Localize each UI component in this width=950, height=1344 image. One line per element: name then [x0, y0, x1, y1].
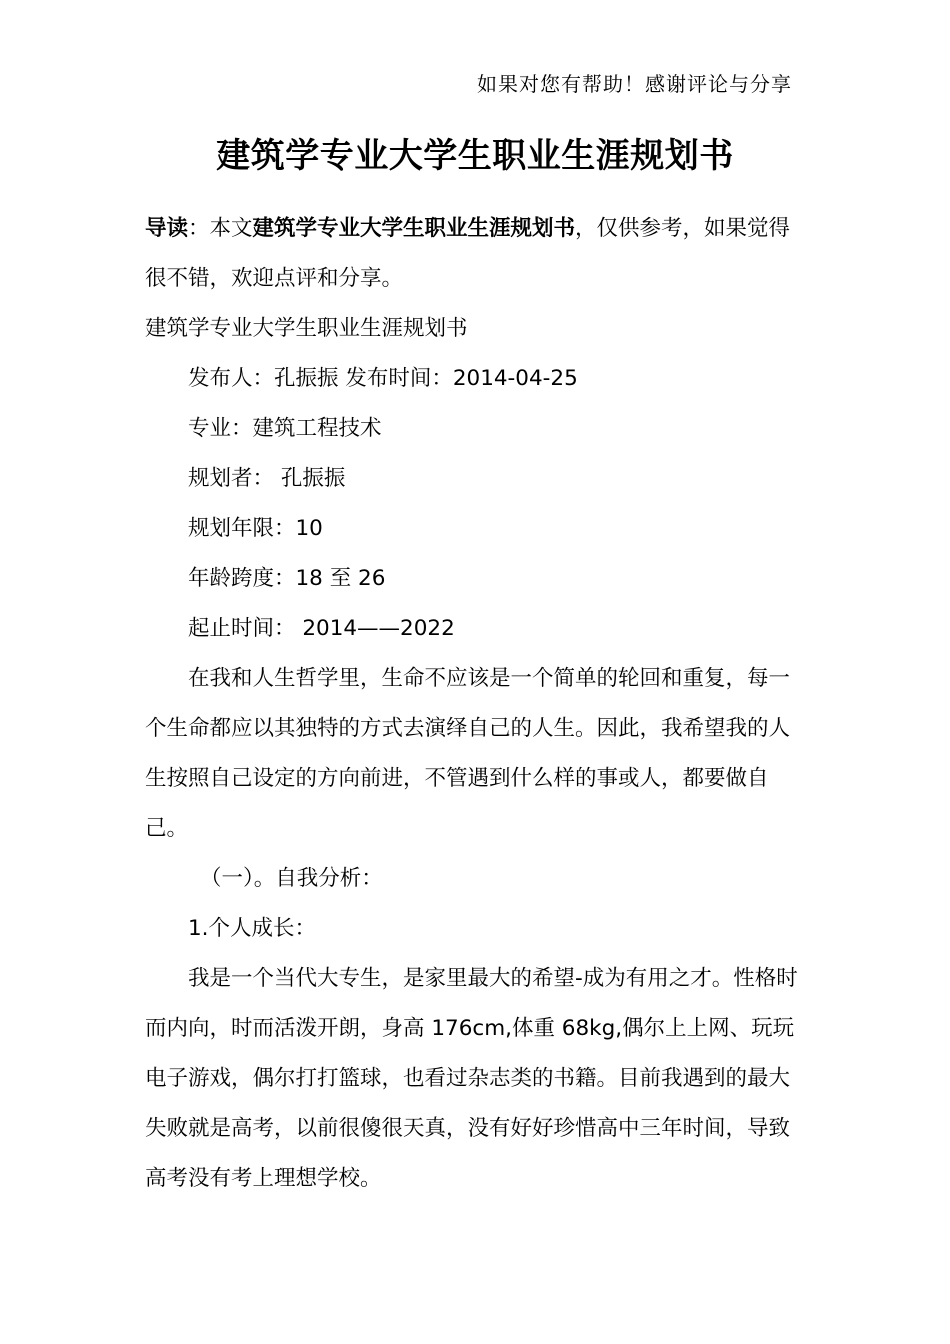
intro-label: 导读 — [145, 216, 189, 241]
meta-major: 专业：建筑工程技术 — [188, 416, 382, 441]
philosophy-paragraph: 在我和人生哲学里，生命不应该是一个简单的轮回和重复，每一个生命都应以其独特的方式去演绎自己的人生。因此，我希望我的人生按照自己设定的方向前进，不管遇到什么样的事或人，都要做自己。 — [145, 666, 791, 841]
intro-doc-title: 建筑学专业大学生职业生涯规划书 — [252, 216, 576, 241]
intro-paragraph — [145, 204, 810, 304]
document-body — [145, 204, 810, 1204]
header-note: 如果对您有帮助！感谢评论与分享 — [477, 72, 792, 96]
meta-period: 起止时间： 2014——2022 — [188, 616, 455, 641]
meta-publisher: 发布人：孔振振 发布时间：2014-04-25 — [188, 366, 578, 391]
subsection-heading: 1.个人成长： — [188, 916, 317, 941]
intro-suffix: ，仅供参考，如果觉得很不错，欢迎点评和分享。 — [145, 216, 791, 291]
meta-planner: 规划者： 孔振振 — [188, 466, 346, 491]
meta-years: 规划年限：10 — [188, 516, 323, 541]
meta-age: 年龄跨度：18 至 26 — [188, 566, 386, 591]
intro-prefix: ：本文 — [188, 216, 253, 241]
section-heading: （一）。自我分析： — [200, 866, 383, 891]
page-title: 建筑学专业大学生职业生涯规划书 — [216, 136, 734, 176]
growth-paragraph: 我是一个当代大专生，是家里最大的希望-成为有用之才。性格时而内向，时而活泼开朗，身高 176cm,体重 68kg,偶尔上上网、玩玩电子游戏，偶尔打打篮球，也看过杂志类的书籍。目前我遇到的最大失败就是高考，以前很傻很天真，没有好好珍惜高中三年时间，导致高考没有考上理想学校。 — [145, 966, 798, 1191]
subtitle: 建筑学专业大学生职业生涯规划书 — [145, 316, 468, 341]
